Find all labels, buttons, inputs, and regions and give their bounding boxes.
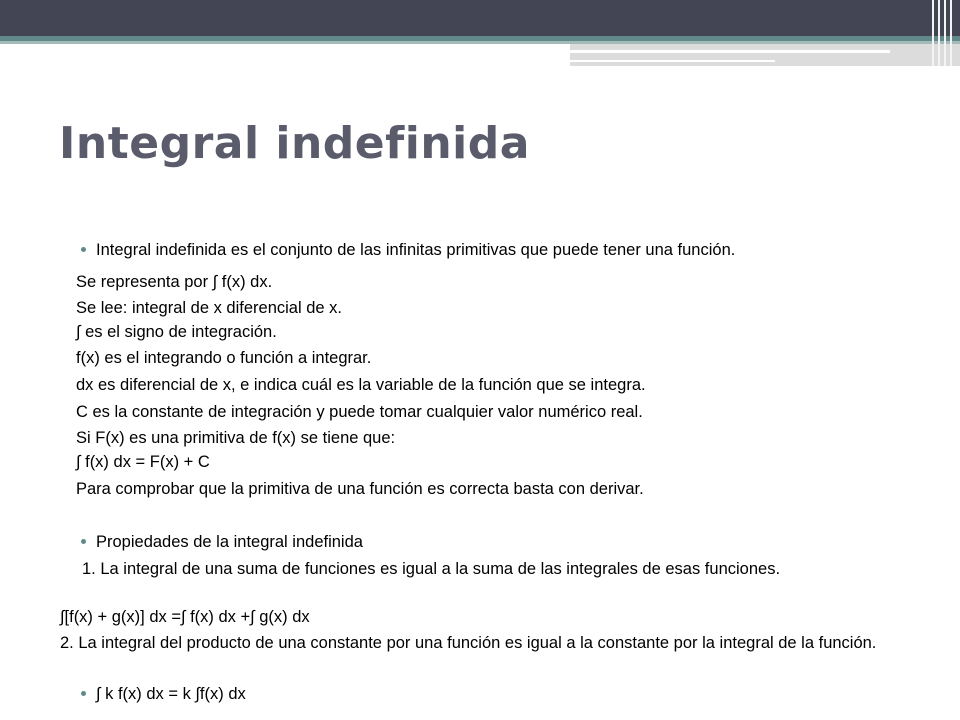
- bullet-icon: [81, 691, 86, 696]
- decorative-vertical-lines: [928, 0, 960, 66]
- line-text: ∫ k f(x) dx = k ∫f(x) dx: [96, 685, 246, 703]
- decorative-line: [570, 60, 775, 62]
- line-text: f(x) es el integrando o función a integrar.: [76, 349, 372, 367]
- line-text: ∫ es el signo de integración.: [76, 323, 277, 341]
- line-text: dx es diferencial de x, e indica cuál es la variable de la función que se integra.: [76, 376, 646, 394]
- bullet-item: [96, 240, 735, 260]
- line-text: 2. La integral del producto de una constante por una función es igual a la constante por la integral de la función.: [60, 634, 877, 652]
- line-text: 1. La integral de una suma de funciones es igual a la suma de las integrales de esas funciones.: [82, 560, 781, 578]
- bullet-icon: [81, 247, 86, 252]
- line-text: Propiedades de la integral indefinida: [96, 533, 363, 551]
- line-text: Si F(x) es una primitiva de f(x) se tiene que:: [76, 429, 396, 447]
- bullet-icon: [81, 539, 86, 544]
- line-text: Se representa por ∫ f(x) dx.: [76, 273, 273, 291]
- line-text: ∫[f(x) + g(x)] dx =∫ f(x) dx +∫ g(x) dx: [60, 608, 310, 626]
- decorative-block: [570, 44, 960, 66]
- line-text: Se lee: integral de x diferencial de x.: [76, 299, 342, 317]
- line-text: C es la constante de integración y puede tomar cualquier valor numérico real.: [76, 403, 643, 421]
- line-text: Para comprobar que la primitiva de una función es correcta basta con derivar.: [76, 480, 644, 498]
- line-text: ∫ f(x) dx = F(x) + C: [76, 453, 210, 471]
- decorative-line: [570, 50, 890, 53]
- header-bar: [0, 0, 960, 36]
- slide-title: Integral indefinida: [59, 118, 530, 169]
- bullet-item: [96, 684, 246, 704]
- bullet-item: [96, 532, 363, 552]
- line-text: Integral indefinida es el conjunto de las infinitas primitivas que puede tener una función.: [96, 241, 736, 259]
